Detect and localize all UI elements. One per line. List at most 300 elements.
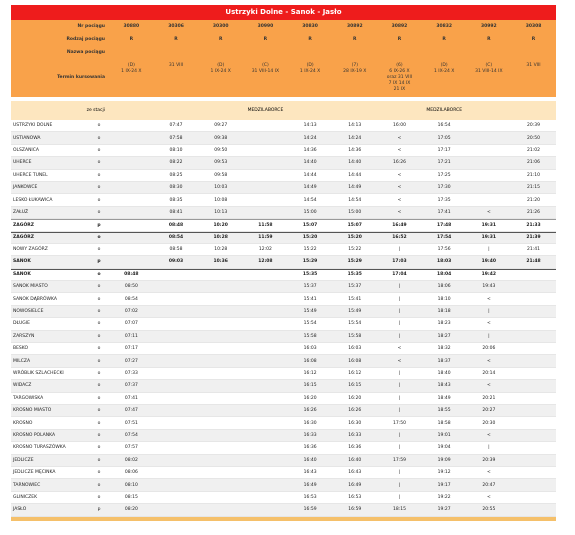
arrival-departure-mark: o bbox=[97, 395, 101, 401]
arrival-departure-mark: o bbox=[97, 235, 101, 241]
station-name: SANOK bbox=[13, 259, 31, 265]
time-cell: 07:07 bbox=[124, 321, 138, 327]
time-cell: < bbox=[397, 346, 402, 352]
train-type: R bbox=[129, 37, 134, 42]
station-name: ZAŁUŻ bbox=[13, 209, 29, 215]
table-row bbox=[11, 269, 556, 281]
time-cell: 16:08 bbox=[303, 358, 317, 364]
table-row bbox=[11, 182, 556, 194]
time-cell: | bbox=[398, 482, 401, 488]
time-cell: 16:59 bbox=[348, 507, 362, 513]
time-cell: 15:49 bbox=[303, 309, 317, 315]
time-cell: < bbox=[486, 296, 491, 302]
origin-right: MEDZILABORCE bbox=[426, 108, 463, 113]
time-cell: 08:25 bbox=[169, 172, 183, 178]
time-cell: 17:21 bbox=[437, 160, 451, 166]
table-row bbox=[11, 455, 556, 467]
time-cell: 19:01 bbox=[437, 432, 451, 438]
station-name: NOWY ZAGÓRZ bbox=[13, 247, 48, 253]
time-cell: 08:10 bbox=[124, 482, 138, 488]
table-row bbox=[11, 219, 556, 231]
train-number-row bbox=[11, 20, 556, 33]
station-name: KROSNO bbox=[13, 420, 33, 426]
time-cell: 15:49 bbox=[348, 309, 362, 315]
train-type: R bbox=[531, 37, 536, 42]
train-type-row bbox=[11, 33, 556, 46]
time-cell: 14:49 bbox=[348, 185, 362, 191]
time-cell: 20:27 bbox=[482, 408, 496, 414]
time-cell: 16:20 bbox=[303, 395, 317, 401]
arrival-departure-mark: o bbox=[97, 371, 101, 376]
table-row bbox=[11, 256, 556, 268]
table-row bbox=[11, 145, 556, 157]
station-name: UHERCE TUNEL bbox=[13, 172, 48, 178]
time-cell: 08:35 bbox=[169, 197, 183, 203]
table-row bbox=[11, 207, 556, 219]
time-cell: 08:10 bbox=[169, 147, 183, 153]
time-cell: | bbox=[398, 247, 401, 253]
time-cell: 16:53 bbox=[303, 494, 317, 500]
time-cell: 19:09 bbox=[437, 457, 451, 463]
arrival-departure-mark: o bbox=[97, 284, 101, 290]
time-cell: 21:26 bbox=[527, 209, 541, 215]
time-cell: 11:58 bbox=[258, 222, 273, 228]
train-type-label: Rodzaj pociągu bbox=[66, 37, 105, 42]
table-row bbox=[11, 368, 556, 380]
time-cell: 15:41 bbox=[348, 296, 362, 302]
time-cell: 07:02 bbox=[124, 309, 138, 315]
time-cell: 10:13 bbox=[214, 209, 228, 215]
train-type: R bbox=[218, 37, 223, 42]
station-name: JANKOWCE bbox=[13, 185, 38, 191]
arrival-departure-mark: o bbox=[97, 147, 101, 153]
time-cell: 08:58 bbox=[169, 247, 183, 253]
train-type: R bbox=[487, 37, 491, 42]
time-cell: | bbox=[398, 321, 401, 327]
time-cell: < bbox=[486, 358, 491, 364]
time-cell: 08:06 bbox=[124, 470, 138, 476]
time-cell: 07:54 bbox=[124, 432, 138, 438]
arrival-departure-mark: o bbox=[97, 383, 101, 389]
time-cell: 19:12 bbox=[437, 470, 451, 476]
timetable bbox=[11, 5, 556, 521]
table-row bbox=[11, 194, 556, 206]
table-row bbox=[11, 467, 556, 479]
time-cell: 14:44 bbox=[348, 172, 362, 178]
time-cell: 21:10 bbox=[527, 172, 541, 178]
time-cell: 19:27 bbox=[437, 507, 451, 513]
time-cell: 21:48 bbox=[526, 259, 541, 265]
time-cell: 16:33 bbox=[303, 432, 317, 438]
origin-left: MEDZILABORCE bbox=[247, 108, 284, 113]
time-cell: 19:22 bbox=[437, 494, 451, 500]
station-name: UHERCE bbox=[13, 160, 32, 166]
time-cell: 18:27 bbox=[437, 333, 451, 339]
table-row bbox=[11, 504, 556, 516]
time-cell: 20:47 bbox=[482, 482, 496, 488]
time-cell: 08:48 bbox=[168, 222, 184, 228]
time-cell: 12:08 bbox=[258, 259, 273, 265]
time-cell: 16:15 bbox=[303, 383, 317, 389]
arrival-departure-mark: o bbox=[97, 432, 101, 438]
time-cell: < bbox=[397, 135, 402, 141]
time-cell: 21:39 bbox=[526, 235, 541, 241]
time-cell: | bbox=[398, 445, 401, 451]
time-cell: 16:59 bbox=[303, 507, 317, 513]
station-name: JEDLICZE MĘCINKA bbox=[13, 470, 56, 476]
train-number: 30880 bbox=[123, 24, 140, 29]
time-cell: 17:03 bbox=[392, 259, 407, 265]
time-cell: 16:43 bbox=[303, 470, 317, 476]
train-number: 30992 bbox=[481, 24, 497, 29]
arrival-departure-mark: o bbox=[97, 358, 101, 364]
time-cell: | bbox=[398, 371, 401, 376]
time-cell: 10:28 bbox=[213, 235, 228, 241]
table-row bbox=[11, 331, 556, 343]
schedule-label: Termin kursowania bbox=[57, 75, 105, 80]
time-cell: 17:59 bbox=[392, 457, 406, 463]
time-cell: 14:44 bbox=[303, 172, 317, 178]
arrival-departure-mark: o bbox=[97, 135, 101, 141]
time-cell: 18:10 bbox=[437, 296, 451, 302]
train-type: R bbox=[442, 37, 446, 42]
arrival-departure-mark: p bbox=[97, 507, 101, 513]
station-name: GLINICZEK bbox=[13, 494, 38, 500]
arrival-departure-mark: o bbox=[97, 160, 101, 166]
train-schedule: (6) 6 IX-26 X oraz 31 VIII 7 IX 14 IX 21 IX bbox=[386, 63, 413, 92]
train-name-row bbox=[11, 46, 556, 59]
schedule-row bbox=[11, 59, 556, 97]
time-cell: 16:54 bbox=[437, 123, 451, 129]
time-cell: 14:24 bbox=[348, 135, 362, 141]
time-cell: | bbox=[398, 284, 401, 290]
train-schedule: (C) 31 VIII-14 IX bbox=[251, 63, 280, 74]
time-cell: 18:55 bbox=[437, 408, 451, 414]
time-cell: | bbox=[398, 432, 401, 438]
time-cell: 07:11 bbox=[124, 333, 138, 339]
time-cell: 15:54 bbox=[303, 321, 317, 327]
station-name: USTRZYKI DOLNE bbox=[13, 123, 53, 129]
table-row bbox=[11, 232, 556, 244]
timetable-header bbox=[11, 20, 556, 97]
arrival-departure-mark: o bbox=[97, 408, 101, 414]
time-cell: 21:20 bbox=[527, 197, 541, 203]
time-cell: 08:54 bbox=[124, 296, 138, 302]
time-cell: < bbox=[486, 494, 491, 500]
station-name: WRÓBLIK SZLACHECKI bbox=[13, 371, 64, 376]
arrival-departure-mark: o bbox=[97, 482, 101, 488]
origin-station-label: ze stacji bbox=[86, 108, 105, 113]
time-cell: 17:04 bbox=[392, 272, 407, 278]
time-cell: 21:15 bbox=[527, 185, 541, 191]
train-number: 30306 bbox=[168, 24, 184, 29]
time-cell: | bbox=[398, 383, 401, 389]
train-schedule: (D) 1 IX-24 X bbox=[433, 63, 455, 74]
table-row bbox=[11, 281, 556, 293]
station-name: WIDACZ bbox=[13, 383, 32, 389]
train-name-label: Nazwa pociągu bbox=[66, 50, 105, 55]
arrival-departure-mark: o bbox=[97, 420, 101, 426]
train-number: 30830 bbox=[302, 24, 318, 29]
time-cell: 15:22 bbox=[303, 247, 317, 253]
time-cell: 18:23 bbox=[437, 321, 451, 327]
time-cell: 08:48 bbox=[124, 272, 139, 278]
time-cell: 14:54 bbox=[303, 197, 317, 203]
time-cell: 16:49 bbox=[392, 222, 407, 228]
time-cell: 16:53 bbox=[348, 494, 362, 500]
time-cell: 10:20 bbox=[213, 222, 228, 228]
time-cell: 07:47 bbox=[124, 408, 138, 414]
time-cell: 15:35 bbox=[302, 272, 318, 278]
time-cell: 10:03 bbox=[214, 185, 228, 191]
time-cell: 17:17 bbox=[437, 147, 451, 153]
time-cell: 12:02 bbox=[258, 247, 272, 253]
time-cell: 16:00 bbox=[392, 123, 406, 129]
time-cell: 16:12 bbox=[303, 371, 317, 376]
time-cell: 15:37 bbox=[303, 284, 317, 290]
table-row bbox=[11, 244, 556, 256]
train-number: 30832 bbox=[436, 24, 452, 29]
station-name: KROSNO MIASTO bbox=[13, 408, 52, 414]
time-cell: 08:41 bbox=[169, 209, 183, 215]
arrival-departure-mark: o bbox=[97, 470, 101, 476]
time-cell: 16:12 bbox=[348, 371, 362, 376]
time-cell: | bbox=[488, 247, 490, 253]
train-type: R bbox=[308, 37, 312, 42]
arrival-departure-mark: o bbox=[97, 494, 101, 500]
arrival-departure-mark: o bbox=[97, 346, 101, 352]
time-cell: 16:26 bbox=[392, 160, 406, 166]
time-cell: 18:43 bbox=[437, 383, 451, 389]
time-cell: 19:43 bbox=[482, 284, 496, 290]
time-cell: 07:33 bbox=[124, 371, 138, 376]
timetable-body bbox=[11, 120, 556, 517]
station-name: ZARSZYN bbox=[13, 333, 35, 339]
time-cell: 07:27 bbox=[124, 358, 138, 364]
time-cell: | bbox=[398, 408, 401, 414]
time-cell: < bbox=[486, 383, 491, 389]
time-cell: 16:43 bbox=[348, 470, 362, 476]
time-cell: 07:57 bbox=[124, 445, 138, 451]
time-cell: 14:13 bbox=[303, 123, 317, 129]
time-cell: 11:59 bbox=[258, 235, 273, 241]
time-cell: 16:30 bbox=[303, 420, 317, 426]
time-cell: 20:50 bbox=[527, 135, 541, 141]
arrival-departure-mark: o bbox=[97, 172, 101, 178]
time-cell: 18:03 bbox=[436, 259, 452, 265]
time-cell: 20:06 bbox=[482, 346, 496, 352]
time-cell: | bbox=[398, 470, 401, 476]
time-cell: 17:48 bbox=[436, 222, 452, 228]
arrival-departure-mark: o bbox=[97, 247, 101, 253]
time-cell: 16:33 bbox=[348, 432, 362, 438]
time-cell: 20:21 bbox=[482, 395, 496, 401]
time-cell: 09:38 bbox=[214, 135, 228, 141]
time-cell: < bbox=[397, 172, 402, 178]
time-cell: 18:15 bbox=[392, 507, 406, 513]
time-cell: 08:22 bbox=[169, 160, 183, 166]
time-cell: 19:40 bbox=[481, 259, 496, 265]
time-cell: 08:20 bbox=[124, 507, 138, 513]
time-cell: 14:54 bbox=[348, 197, 362, 203]
station-name: NOWOSIELCE bbox=[13, 309, 44, 315]
time-cell: 15:07 bbox=[302, 222, 318, 228]
time-cell: 18:40 bbox=[437, 371, 451, 376]
time-cell: 09:03 bbox=[168, 259, 184, 265]
station-name: SANOK bbox=[13, 272, 31, 278]
time-cell: 14:36 bbox=[303, 147, 317, 153]
arrival-departure-mark: o bbox=[97, 272, 101, 278]
time-cell: 16:36 bbox=[303, 445, 317, 451]
table-row bbox=[11, 343, 556, 355]
time-cell: 17:25 bbox=[437, 172, 451, 178]
time-cell: 18:06 bbox=[437, 284, 451, 290]
time-cell: 07:58 bbox=[169, 135, 183, 141]
time-cell: 15:58 bbox=[348, 333, 362, 339]
time-cell: 19:42 bbox=[481, 272, 496, 278]
table-row bbox=[11, 479, 556, 491]
station-name: MILCZA bbox=[13, 358, 31, 364]
time-cell: < bbox=[397, 209, 402, 215]
table-row bbox=[11, 430, 556, 442]
table-row bbox=[11, 417, 556, 429]
train-schedule: (D) 1 IX-24 X bbox=[299, 63, 321, 74]
time-cell: 16:49 bbox=[303, 482, 317, 488]
time-cell: 17:41 bbox=[437, 209, 451, 215]
arrival-departure-mark: p bbox=[97, 259, 101, 265]
train-number-label: Nr pociągu bbox=[77, 24, 105, 29]
time-cell: 16:36 bbox=[348, 445, 362, 451]
time-cell: 16:52 bbox=[392, 235, 407, 241]
arrival-departure-mark: o bbox=[97, 197, 101, 203]
train-schedule: 31 VIII bbox=[168, 63, 184, 68]
train-number: 30990 bbox=[257, 24, 274, 29]
time-cell: < bbox=[486, 470, 491, 476]
table-row bbox=[11, 120, 556, 132]
time-cell: 09:50 bbox=[214, 147, 228, 153]
time-cell: 21:02 bbox=[527, 147, 541, 153]
time-cell: < bbox=[397, 185, 402, 191]
time-cell: 16:26 bbox=[303, 408, 317, 414]
station-name: SANOK MIASTO bbox=[13, 284, 48, 290]
station-name: ZAGÓRZ bbox=[13, 222, 34, 228]
time-cell: 21:33 bbox=[526, 222, 541, 228]
train-schedule: 31 VIII bbox=[526, 63, 541, 68]
time-cell: < bbox=[486, 209, 491, 215]
time-cell: 15:29 bbox=[302, 259, 318, 265]
time-cell: 14:36 bbox=[348, 147, 362, 153]
time-cell: 08:02 bbox=[124, 457, 138, 463]
time-cell: 14:40 bbox=[348, 160, 362, 166]
time-cell: 07:51 bbox=[124, 420, 138, 426]
station-name: USTIANOWA bbox=[13, 135, 41, 141]
train-schedule: (D) 1 IX-24 X bbox=[121, 63, 142, 74]
train-number: 30300 bbox=[212, 24, 229, 29]
time-cell: 15:07 bbox=[347, 222, 362, 228]
origin-section bbox=[11, 101, 556, 120]
time-cell: 17:54 bbox=[436, 235, 452, 241]
time-cell: 10:08 bbox=[214, 197, 228, 203]
table-row bbox=[11, 293, 556, 305]
train-type: R bbox=[397, 37, 402, 42]
station-name: BESKO bbox=[13, 346, 29, 352]
time-cell: 21:06 bbox=[527, 160, 541, 166]
table-row bbox=[11, 442, 556, 454]
time-cell: < bbox=[486, 432, 491, 438]
time-cell: 16:26 bbox=[348, 408, 362, 414]
time-cell: < bbox=[486, 321, 491, 327]
table-row bbox=[11, 393, 556, 405]
table-row bbox=[11, 355, 556, 367]
station-name: SANOK DĄBRÓWKA bbox=[13, 296, 57, 302]
time-cell: 16:03 bbox=[348, 346, 362, 352]
train-number: 30892 bbox=[391, 24, 408, 29]
time-cell: 19:04 bbox=[437, 445, 451, 451]
time-cell: 20:39 bbox=[527, 123, 541, 129]
time-cell: 15:00 bbox=[348, 209, 362, 215]
train-type: R bbox=[174, 37, 178, 42]
time-cell: 14:49 bbox=[303, 185, 317, 191]
station-name: JEDLICZE bbox=[13, 457, 34, 463]
train-schedule: (C) 31 VIII-14 IX bbox=[475, 63, 503, 74]
time-cell: 15:58 bbox=[303, 333, 317, 339]
table-row bbox=[11, 157, 556, 169]
time-cell: 09:27 bbox=[214, 123, 228, 129]
time-cell: 17:35 bbox=[437, 197, 451, 203]
time-cell: 16:03 bbox=[303, 346, 317, 352]
time-cell: 15:00 bbox=[303, 209, 317, 215]
station-name: OLSZANICA bbox=[13, 147, 39, 153]
time-cell: 20:30 bbox=[482, 420, 496, 426]
time-cell: | bbox=[488, 309, 490, 315]
arrival-departure-mark: o bbox=[97, 457, 101, 463]
time-cell: 19:31 bbox=[481, 222, 496, 228]
time-cell: 07:47 bbox=[169, 123, 183, 129]
station-name: JASŁO bbox=[13, 507, 27, 513]
time-cell: 16:40 bbox=[348, 457, 362, 463]
time-cell: 16:20 bbox=[348, 395, 362, 401]
time-cell: 18:58 bbox=[437, 420, 451, 426]
arrival-departure-mark: o bbox=[97, 296, 101, 302]
time-cell: 15:54 bbox=[348, 321, 362, 327]
time-cell: 14:13 bbox=[348, 123, 362, 129]
time-cell: 17:50 bbox=[392, 420, 406, 426]
time-cell: 18:04 bbox=[436, 272, 452, 278]
train-schedule: (D) 1 IX-24 X bbox=[210, 63, 231, 74]
table-row bbox=[11, 306, 556, 318]
time-cell: | bbox=[398, 395, 401, 401]
time-cell: 19:17 bbox=[437, 482, 451, 488]
time-cell: 17:30 bbox=[437, 185, 451, 191]
time-cell: | bbox=[398, 494, 401, 500]
time-cell: 20:14 bbox=[482, 371, 496, 376]
station-name: KROSNO POLANKA bbox=[13, 432, 56, 438]
time-cell: 15:22 bbox=[348, 247, 362, 253]
time-cell: 08:30 bbox=[169, 185, 183, 191]
arrival-departure-mark: o bbox=[97, 185, 101, 191]
time-cell: 15:20 bbox=[302, 235, 318, 241]
time-cell: | bbox=[398, 296, 401, 302]
station-name: ZAGÓRZ bbox=[13, 235, 34, 241]
time-cell: < bbox=[397, 358, 402, 364]
time-cell: 18:49 bbox=[437, 395, 451, 401]
time-cell: 17:56 bbox=[437, 247, 451, 253]
time-cell: 15:37 bbox=[348, 284, 362, 290]
time-cell: < bbox=[397, 147, 402, 153]
train-type: R bbox=[353, 37, 357, 42]
time-cell: 16:08 bbox=[348, 358, 362, 364]
time-cell: 16:49 bbox=[348, 482, 362, 488]
